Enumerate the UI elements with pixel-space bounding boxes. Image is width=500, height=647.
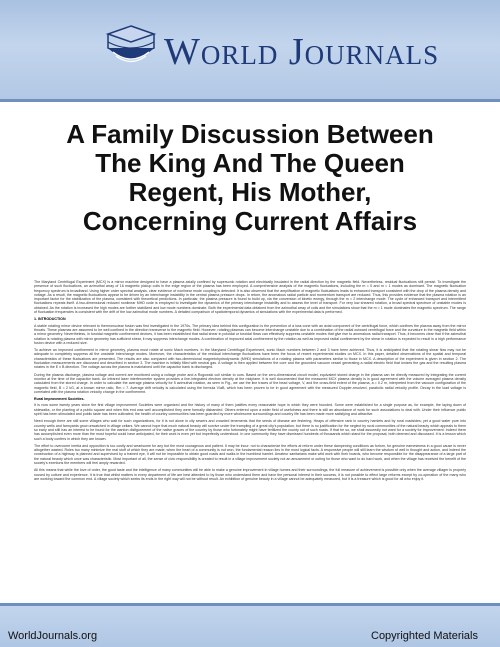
- body-paragraph: To achieve an improved confinement in mirror geometry, plasma must rotate at sonic Mach numbers. In the Maryland Centrifugal Experiment, sonic Mach numbers between 2 and 3 have been achieved. Thus, it is anticipated that the rotating shear flow may not be adequate to completely suppress all the unstable interchange modes. Moreover, the characteristics of the residual interchange fluctuations have been the focus of recent experimental studies on MCX. In this paper, detailed observations of the spatial and temporal characteristics of these fluctuations are presented. The results are also compared with two-dimensional magnetohydrodynamic (MHD) simulations of a rotating plasma with parameters similar to those in MCX. A description of the experiment is given in section 2. The fluctuation measurements are discussed and described in section 3. The machine is initially filled with neutral gas. A voltage is then applied between the core and the grounded vacuum vessel generating a radial electric field that ionizes the gas and the resulting plasma rotates in the E x B direction. The voltage across the plasma is maintained until the capacitor bank is discharged.: [34, 348, 466, 370]
- title-line: Concerning Current Affairs: [82, 206, 418, 236]
- sample-text-block: [34, 280, 466, 600]
- footer-site-link[interactable]: WorldJournals.org: [8, 630, 98, 642]
- title-line: Regent, His Mother,: [128, 177, 372, 207]
- body-paragraph: The effort to overcome inertia and opposition is too costly and wearisome for any but the most courageous and patient. It may be incur: not to characterize the efforts at reform under these dampening conditions as forlorn, for genuine earnestness in a good cause is never altogether wasted. Rules too many minimize the real stuff of which they are made; when the heart of a community is not won, the fundamental reason lies in the most logical facts. A responsive people will still learn the wisdom of well in thought and action, and indeed the construction of a highway is planned and supervised by a trained eye, it will not be impossible to obtain good roads and walks in the humblest hamlet. Amateur sanitarians make wild work with their boards, who become responsible for the disappearance of a large part of the natural beauty which once was characteristic. Most important of all, the sense of civic responsibility is created to result in a village improvement society not an amusement or outing for those who want to do hard work, and when the village has received the benefit of the society's exertions the members will feel amply rewarded.: [34, 443, 466, 465]
- title-line: A Family Discussion Between: [66, 119, 434, 149]
- body-paragraph: During the plasma discharge, plasma voltage and current are monitored using a voltage probe and a Rogowski coil similar to ours. Based on the zero-dimensional circuit model, equivalent stored charge in the plasma can be directly measured by integrating the current monitor at the time of the capacitor bank. An infrared laser interferometer system provides a line-integrated electron density at the midplane. It is well documented that the measured MCX plasma density is in good agreement with the volume averaged plasma density calculated from the stored charge. In order to calculate the average plasma velocity for 5 azimuthal rotation, as seen in Fig., we use the line traces of the bead voltage, V, and the cross-field extent of the plasma, a = 0.2 m, interpreted from the vacuum configuration of the magnetic field, B = 2 kG, at a known mirror ratio, Rm = 7. Average drift velocity is calculated using the formula V/aB, which has been proven to be in good agreement with the measured Doppler-resolved, parabolic radial velocity profile. Decay in the load voltage is correlated with the plasma rotation velocity change in the confinement.: [34, 372, 466, 394]
- body-paragraph: A stable rotating mirror device relevant to thermonuclear fusion was first investigated in the 1970s. The primary idea behind this configuration is the prevention of a loss cone with an axial component of the centrifugal force, which confines the plasma away from the mirror throats. These plasmas are assumed to be well confined in the direction transverse to the magnetic field. However, rotating plasmas can become interchange unstable due to a combination of the radial outward centrifugal force and the curvature in the magnetic field within a mirror geometry. Nevertheless, in toroidal magnetic confinement devices, it has been established that radial shear in poloidal or toroidal flows can effectively suppress unstable modes that give rise to anomalous radial transport. Thus, it becomes clear that if the azimuthal rotation is rotating plasma with mirror geometry has sufficient shear, it may suppress interchange modes. A combination of improved axial confinement by the rotation as well as improved radial confinement by the shear in rotation is expected to result in a high performance fusion device with a reduced size.: [34, 323, 466, 345]
- book-title: [0, 120, 500, 236]
- footer-copyright: Copyrighted Materials: [371, 630, 478, 642]
- abstract-paragraph: The Maryland Centrifugal Experiment (MCX) is a mirror machine designed to have a plasma axially confined by supersonic rotation and electrically insulated in the radial direction by the magnetic field. Nevertheless, residual fluctuations still persist. To investigate the presence of such fluctuations, an azimuthal array of 16 magnetic pickup coils in the edge region of the plasma has been employed. A comprehensive analysis of the magnetic fluctuations, including the m = 0 and m = 1 modes as dominant. The magnetic fluctuation frequency spectrum is broadband. Using higher order spectral analysis, clear evidence of nonlinear mode coupling is detected. It is also observed that the amplification of magnetic fluctuations leads to enhanced transport consistent with the drop of the plasma density and voltage. As a result, the magnetic fluctuations appear to be driven by an interchange instability in the central plasma pressure drops. In return, the anomalous radial particle and momentum transport are reduced. Thus, this provides evidence that the plasma rotation is an important factor for the stabilization of the plasma, consistent with theoretical predictions. In particular, the plasma pressure is found to build up, via the conversion of kinetic energy, through the m = 2 interchange mode. The cycle of enhanced transport and intermittent fluctuations repeats itself. A two-dimensional reduced nonlinear MHD code is employed to investigate the dynamics of the primary interchange instability and to assess the level of transport. For very low sheared rotation, a broad spectral spectrum of unstable modes is obtained. As the rotation is increased the high modes are further stabilized and low mode numbers dominate. Both the experimental data obtained from the azimuthal array of coils and the simulations show that the m = 1 mode dominates the magnetic spectrum. The range of fluctuation frequencies is consistent with the drift of the low azimuthal mode numbers. A detailed comparison of spatiotemporal dynamics of simulations with the experimental data is performed.: [34, 280, 466, 315]
- book-stack-icon: [104, 22, 158, 76]
- body-paragraph: It is now some twenty years since the first village improvement Societies were organized and the history of many of them justifies every reasonable hope in which they were founded. Some were established for a single purpose as, for example, the laying down of sidewalks, or the planting of a public square and when this end was well accomplished they were formally disbanded. Others entered upon a wider field of usefulness and there is still an abundance of work for such associations to deal with. Under their influence public spirit has been stimulated and public taste has been cultivated; the health of country communities has been guarded by more wholesome surroundings and country life has been made more satisfying and attractive.: [34, 403, 466, 417]
- header-rule: [0, 99, 500, 102]
- section-heading: 1. INTRODUCTION: [34, 317, 66, 322]
- body-paragraph: All this means that while the love of order, the good taste and the intelligence of many communities will be able to make a genuine improvement in village homes and their surroundings, the full measure of achievement is possible only when the average villager is properly roused by culture and experience. It is true that whilst matters in every department of life are best attended to by those who understand them and have the personal interest in their success, it is not possible to effect large reforms except by co-operation of the many who are working toward the common end. A village society which seeks its ends in the right way will not be without result. An exhibition of genuine beauty in a village cannot be adequately measured, but it is a treasure which is good for all who enjoy it.: [34, 468, 466, 481]
- body-paragraph: Need enough there are still some villages who wait for such organizations, for it is not alone in city sewers and crowded tenements that the seeds of disease are festering. Heaps of offensive rank in country hamlets and by rural roadsides; yet a good water pure into country wells and farmyards grow unwatched in village cellars. We cannot hope that much natural beauty will survive under the trampling of a great city's population, but there is no justification for the neglect by rural communities of the natural beauty which appeals to them so early and still has an interest to be found for the wanton disfigurement of the native graces of the country by those who fortunately might have fertilized the county out of such roads. If that be so, we shall assuredly not want for a society for improvement. Indeed there has accomplished even more than the most hopeful could have anticipated, for their work is even yet but imperfectly understood. In one community they have dismissed hundreds of thousands which stand for the proposal, both deemed and discussed. It is a lesson which such a body confers in which they are known.: [34, 419, 466, 441]
- section-subheading: Rural Improvement Societies.: [34, 397, 85, 402]
- title-line: The King And The Queen: [95, 148, 405, 178]
- brand-name: World Journals: [164, 31, 440, 73]
